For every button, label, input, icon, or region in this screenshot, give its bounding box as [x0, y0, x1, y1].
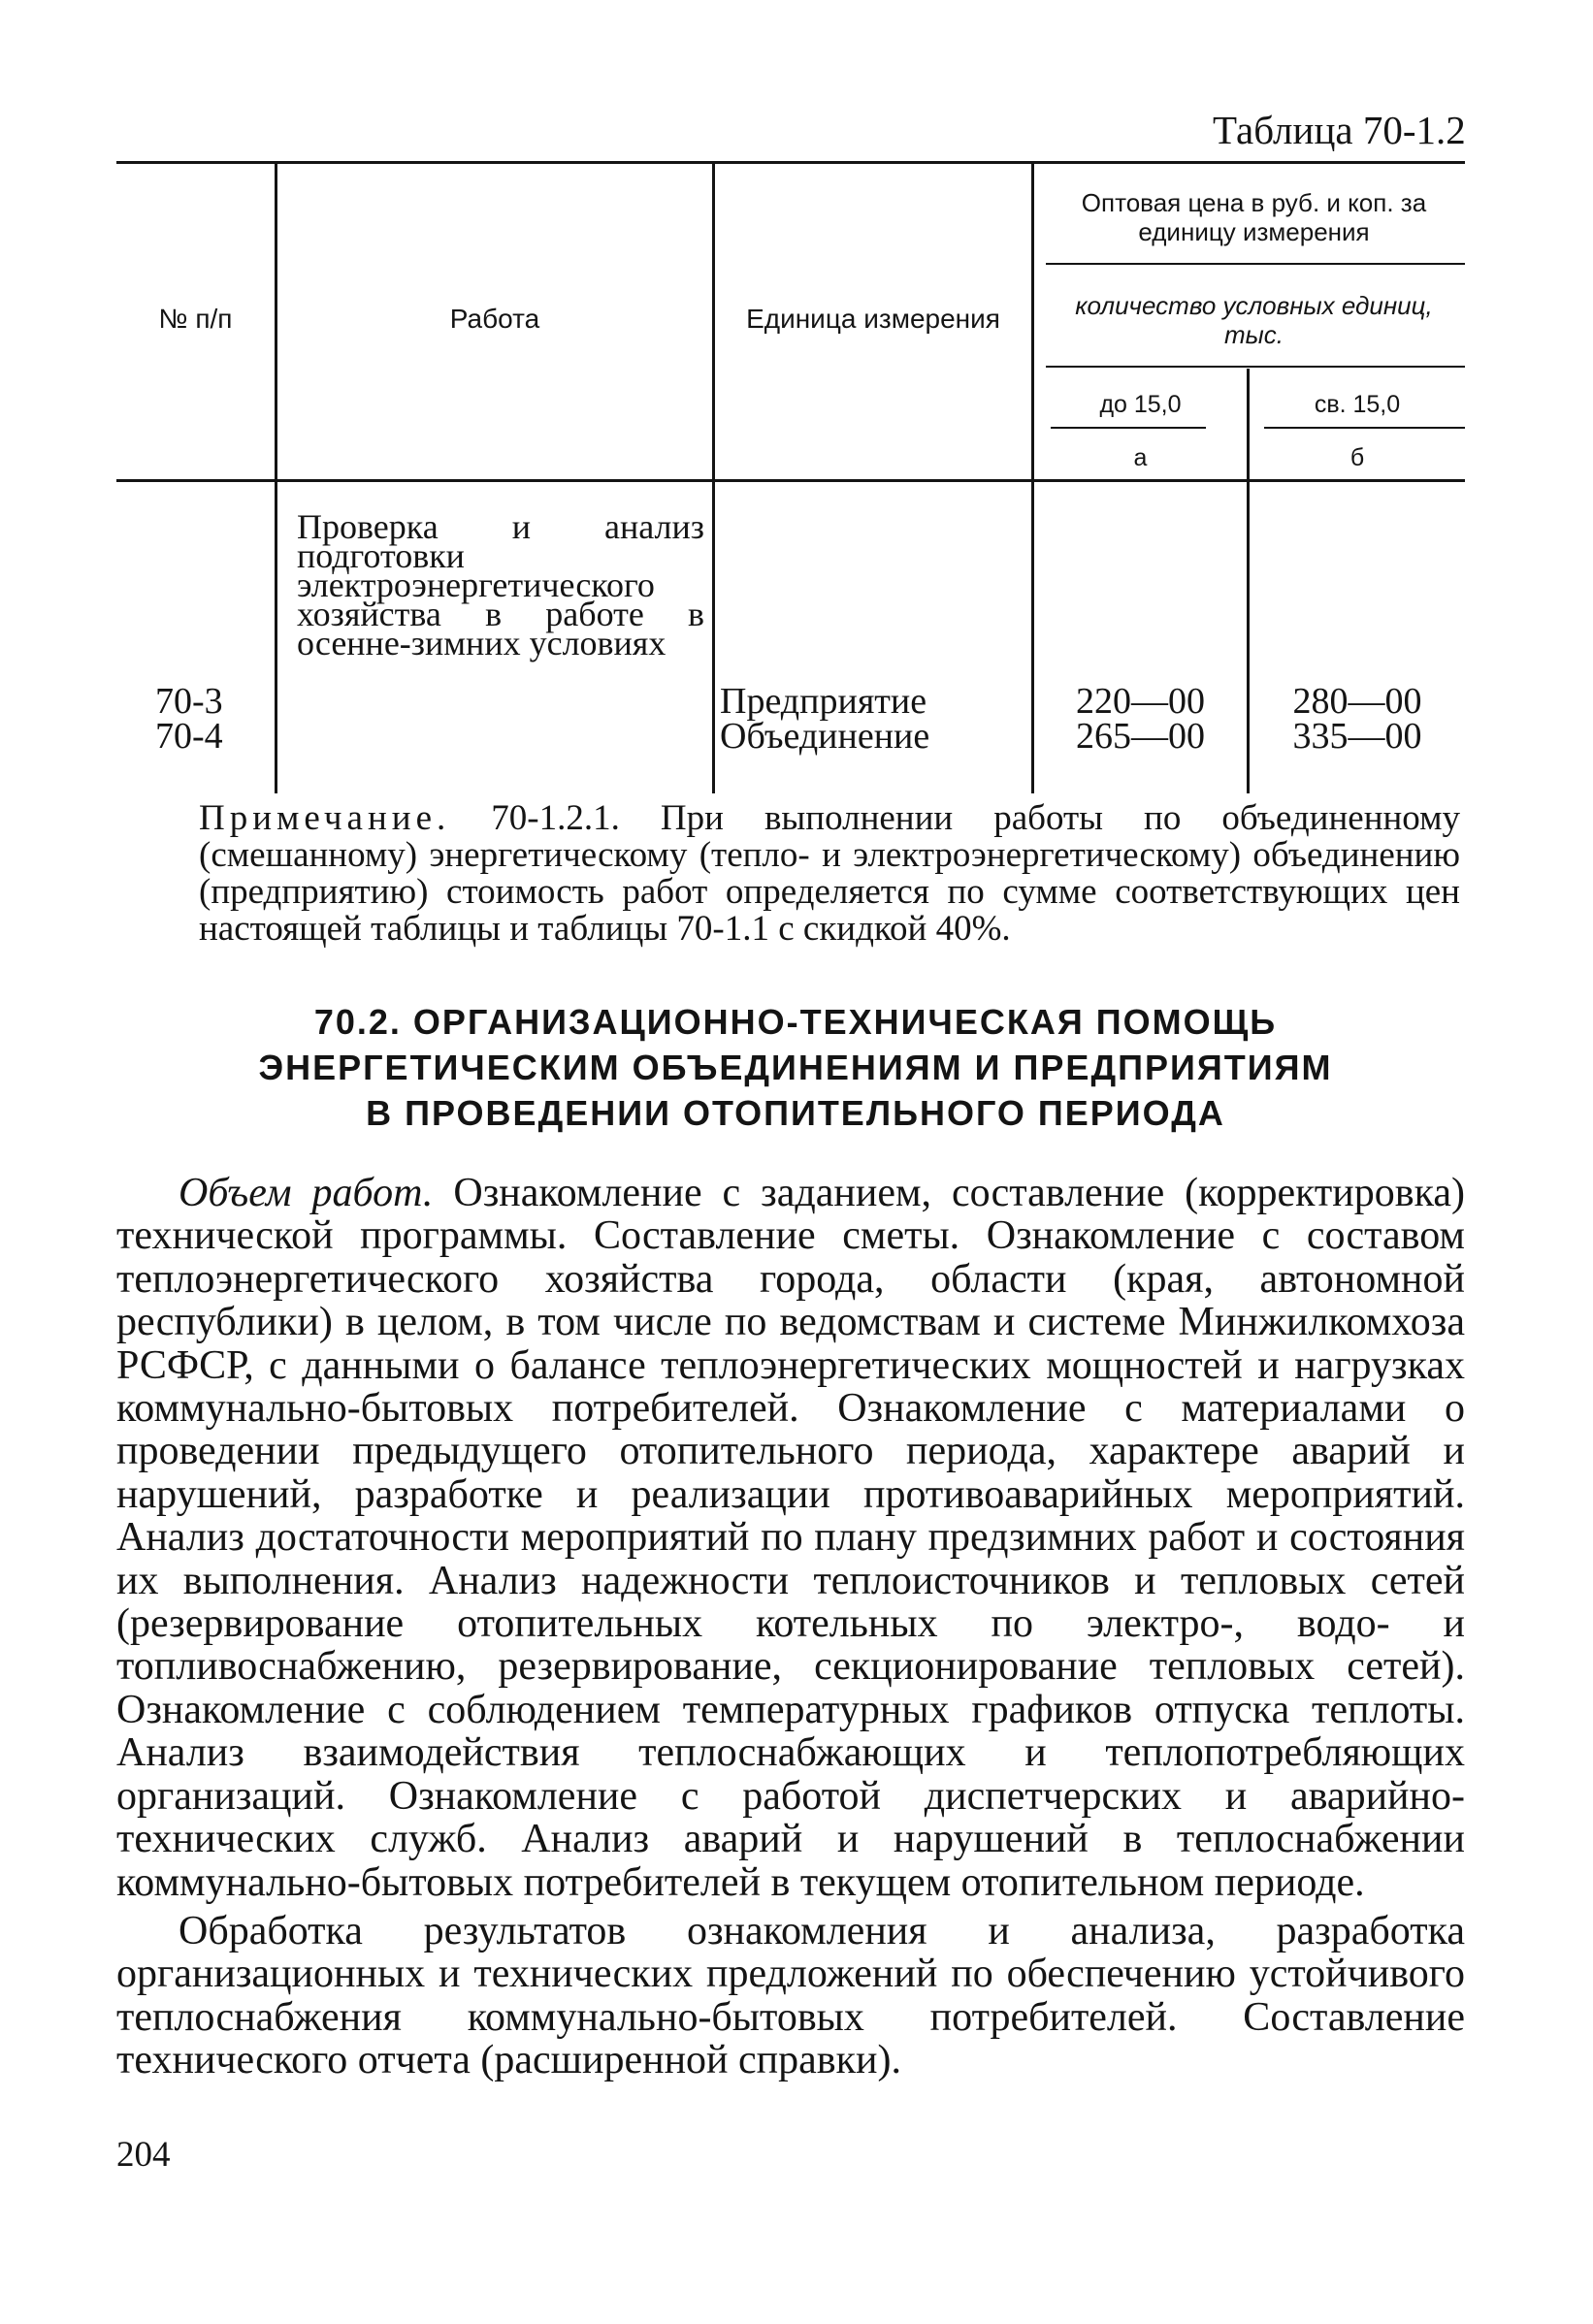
section-heading-line-1: 70.2. ОРГАНИЗАЦИОННО-ТЕХНИЧЕСКАЯ ПОМОЩЬ	[313, 1002, 1278, 1042]
header-num: № п/п	[158, 304, 233, 334]
row-unit-70-4: Объединение	[720, 716, 930, 757]
header-range-b: св. 15,0	[1314, 391, 1401, 418]
header-col-b: б	[1349, 444, 1365, 471]
column-divider-2	[712, 163, 715, 793]
row-num-70-3: 70-3	[155, 681, 223, 722]
range-b-underline	[1264, 427, 1465, 429]
column-divider-1	[275, 163, 277, 793]
row-price-b-70-3: 280—00	[1292, 681, 1422, 722]
range-a-underline	[1051, 427, 1206, 429]
body-paragraph-2: Обработка результатов ознакомления и анализа, разработка организационных и технических предложений по обеспечению устойчивого теплоснабжения коммунально-бытовых потребителей. Составление технического отчета (расширенной справки).	[116, 1908, 1465, 2083]
body-lead: Объем работ.	[179, 1171, 434, 1215]
row-price-a-70-3: 220—00	[1076, 681, 1205, 722]
table-note	[199, 800, 1460, 948]
quantity-subheader-rule	[1046, 366, 1465, 368]
body-paragraph	[116, 1910, 1465, 2082]
body-paragraph-1: Ознакомление с заданием, составление (корректировка) технической программы. Составление сметы. Ознакомление с составом теплоэнергетического хозяйства города, области (края, автономной республики) в целом, в том числе по ведомствам и системе Минжилкомхоза РСФСР, с данными о балансе теплоэнергетических мощностей и нагрузках коммунально-бытовых потребителей. Ознакомление с материалами о проведении предыдущего отопительного периода, характере аварий и нарушений, разработке и реализации противоаварийных мероприятий. Анализ достаточности мероприятий по плану предзимних работ и состояния их выполнения. Анализ надежности теплоисточников и тепловых сетей (резервирование отопительных котельных по электро-, водо- и топливоснабжению, резервирование, секционирование тепловых сетей). Ознакомление с соблюдением температурных графиков отпуска теплоты. Анализ взаимодействия теплоснабжающих и теплопотребляющих организаций. Ознакомление с работой диспетчерских и аварийно-технических служб. Анализ аварий и нарушений в теплоснабжении коммунально-бытовых потребителей в текущем отопительном периоде.	[116, 1171, 1465, 1905]
body-paragraph	[116, 1172, 1465, 1904]
row-price-b-70-4: 335—00	[1292, 716, 1422, 757]
section-heading-line-3: В ПРОВЕДЕНИИ ОТОПИТЕЛЬНОГО ПЕРИОДА	[366, 1093, 1225, 1133]
table-caption: Таблица 70-1.2	[1213, 108, 1466, 152]
header-unit: Единица измерения	[746, 304, 1000, 334]
header-col-a: а	[1133, 444, 1148, 471]
row-num-70-4: 70-4	[155, 716, 223, 757]
price-subheader-rule	[1046, 263, 1465, 265]
section-body	[116, 1172, 1465, 2082]
note-label: Примечание.	[199, 798, 451, 838]
table-top-rule	[116, 161, 1465, 164]
row-unit-70-3: Предприятие	[720, 681, 927, 722]
table-header-bottom-rule	[116, 479, 1465, 482]
section-heading-line-2: ЭНЕРГЕТИЧЕСКИМ ОБЪЕДИНЕНИЯМ И ПРЕДПРИЯТИЯМ	[258, 1048, 1333, 1087]
header-range-a: до 15,0	[1099, 391, 1182, 418]
row-price-a-70-4: 265—00	[1076, 716, 1205, 757]
work-description: Проверка и анализ подготовки электроэнергетического хозяйства в работе в осенне-зимних условиях	[297, 507, 704, 662]
header-work: Работа	[449, 304, 540, 334]
section-heading	[126, 999, 1465, 1136]
page-number: 204	[116, 2135, 171, 2175]
header-quantity: количество условных единиц, тыс.	[1075, 291, 1433, 349]
header-price: Оптовая цена в руб. и коп. за единицу измерения	[1081, 188, 1427, 246]
note-text: 70-1.2.1. При выполнении работы по объединенному (смешанному) энергетическому (тепло- и электроэнергетическому) объединению (предприятию) стоимость работ определяется по сумме соответствующих цен настоящей таблицы и таблицы 70-1.1 с скидкой 40%.	[199, 798, 1461, 949]
